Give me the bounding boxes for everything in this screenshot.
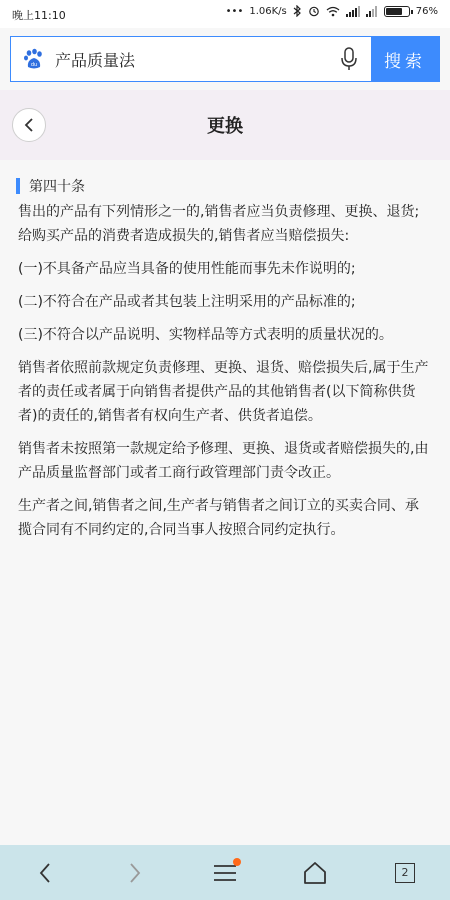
- chevron-left-icon: [37, 861, 53, 885]
- article-paragraph: (三)不符合以产品说明、实物样品等方式表明的质量状况的。: [18, 327, 393, 343]
- wifi-icon: [326, 6, 340, 17]
- status-icons: [226, 5, 438, 17]
- section-accent-bar: [16, 178, 20, 194]
- article-paragraph: (二)不符合在产品或者其包装上注明采用的产品标准的;: [18, 294, 356, 310]
- page-title: 更换: [207, 116, 243, 137]
- nav-tabs-button[interactable]: [375, 848, 435, 898]
- article-paragraph: 生产者之间,销售者之间,生产者与销售者之间订立的买卖合同、承揽合同有不同约定的,合同当事人按照合同约定执行。: [18, 498, 419, 538]
- battery-icon: [384, 6, 410, 17]
- battery-level: [386, 8, 402, 15]
- network-speed: 1.06K/s: [249, 5, 287, 17]
- chevron-right-icon: [127, 861, 143, 885]
- search-bar: [10, 36, 440, 82]
- article-paragraph: 销售者依照前款规定负责修理、更换、退货、赔偿损失后,属于生产者的责任或者属于向销售者提供产品的其他销售者(以下简称供货者)的责任的,销售者有权向生产者、供货者追偿。: [18, 360, 429, 424]
- nav-back-button[interactable]: [15, 848, 75, 898]
- article-body: [18, 200, 432, 551]
- signal-icon-2: [366, 6, 378, 17]
- home-icon: [303, 861, 327, 885]
- bluetooth-icon: [293, 5, 302, 17]
- title-bar: [0, 90, 450, 161]
- article-content: [0, 160, 450, 845]
- nav-menu-button[interactable]: [195, 848, 255, 898]
- search-input[interactable]: 产品质量法: [55, 50, 136, 70]
- search-button[interactable]: 搜索: [371, 37, 439, 81]
- article-paragraph: 售出的产品有下列情形之一的,销售者应当负责修理、更换、退货;给购买产品的消费者造成损失的,销售者应当赔偿损失:: [18, 204, 420, 244]
- baidu-paw-icon[interactable]: [21, 46, 47, 72]
- signal-icon: [346, 6, 360, 17]
- microphone-icon[interactable]: [335, 45, 363, 73]
- status-bar: [0, 0, 450, 28]
- notification-dot: [233, 858, 241, 866]
- article-paragraph: 销售者未按照第一款规定给予修理、更换、退货或者赔偿损失的,由产品质量监督部门或者工商行政管理部门责令改正。: [18, 441, 429, 481]
- article-paragraph: (一)不具备产品应当具备的使用性能而事先未作说明的;: [18, 261, 356, 277]
- tabs-count: 2: [395, 863, 415, 883]
- alarm-icon: [308, 5, 320, 17]
- section-heading: [16, 176, 85, 196]
- nav-home-button[interactable]: [285, 848, 345, 898]
- bottom-nav: [0, 845, 450, 900]
- nav-forward-button[interactable]: [105, 848, 165, 898]
- more-icon: •••: [225, 5, 244, 17]
- status-time: 晚上11:10: [12, 9, 66, 22]
- section-title: 第四十条: [29, 179, 85, 195]
- menu-icon: [213, 863, 237, 883]
- svg-text:du: du: [30, 62, 38, 68]
- battery-percent: 76%: [415, 5, 438, 17]
